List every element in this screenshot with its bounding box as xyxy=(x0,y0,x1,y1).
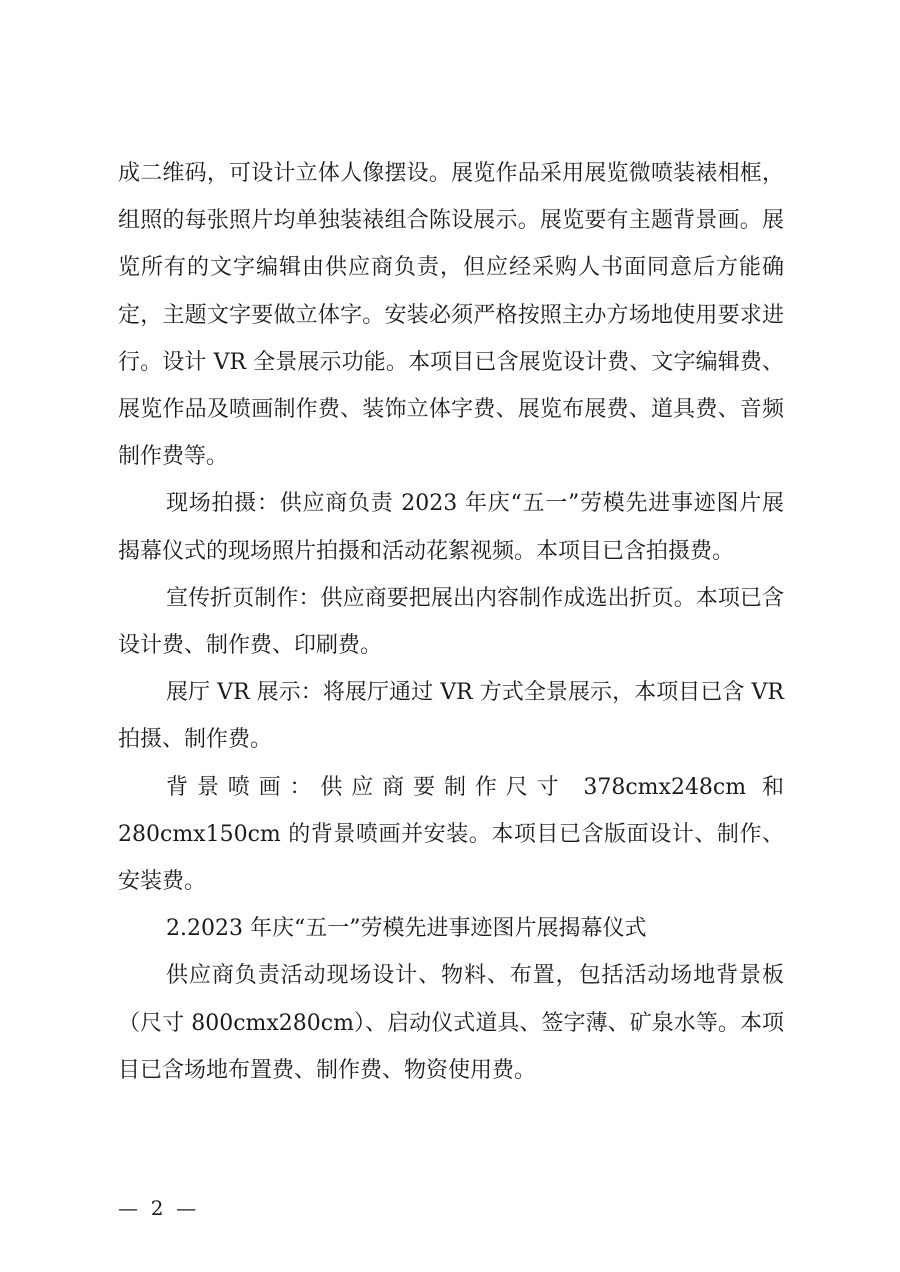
section-heading-unveiling-ceremony: 2.2023 年庆“五一”劳模先进事迹图片展揭幕仪式 xyxy=(166,916,647,942)
paragraph-brochure-production: 宣传折页制作：供应商要把展出内容制作成选出折页。本项已含设计费、制作费、印刷费。 xyxy=(118,585,784,659)
paragraph-ceremony-setup: 供应商负责活动现场设计、物料、布置，包括活动场地背景板（尺寸 800cmx280cm）、启动仪式道具、签字薄、矿泉水等。本项目已含场地布置费、制作费、物资使用费。 xyxy=(118,963,784,1083)
paragraph-onsite-photography: 现场拍摄：供应商负责 2023 年庆“五一”劳模先进事迹图片展揭幕仪式的现场照片拍摄和活动花絮视频。本项目已含拍摄费。 xyxy=(118,491,784,564)
document-body xyxy=(118,150,784,1094)
paragraph-background-print: 背景喷画：供应商要制作尺寸 378cmx248cm 和 280cmx150cm 的背景喷画并安装。本项目已含版面设计、制作、安装费。 xyxy=(118,774,784,895)
page-number: — 2 — xyxy=(118,1196,197,1220)
paragraph-exhibition-details: 成二维码，可设计立体人像摆设。展览作品采用展览微喷装裱相框，组照的每张照片均单独装裱组合陈设展示。展览要有主题背景画。展览所有的文字编辑由供应商负责，但应经采购人书面同意后方能确定，主题文字要做立体字。安装必须严格按照主办方场地使用要求进行。设计 VR 全景展示功能。本项目已含展览设计费、文字编辑费、展览作品及喷画制作费、装饰立体字费、展览布展费、道具费、音频制作费等。 xyxy=(118,161,784,470)
paragraph-vr-display: 展厅 VR 展示：将展厅通过 VR 方式全景展示，本项目已含 VR 拍摄、制作费。 xyxy=(118,680,784,753)
